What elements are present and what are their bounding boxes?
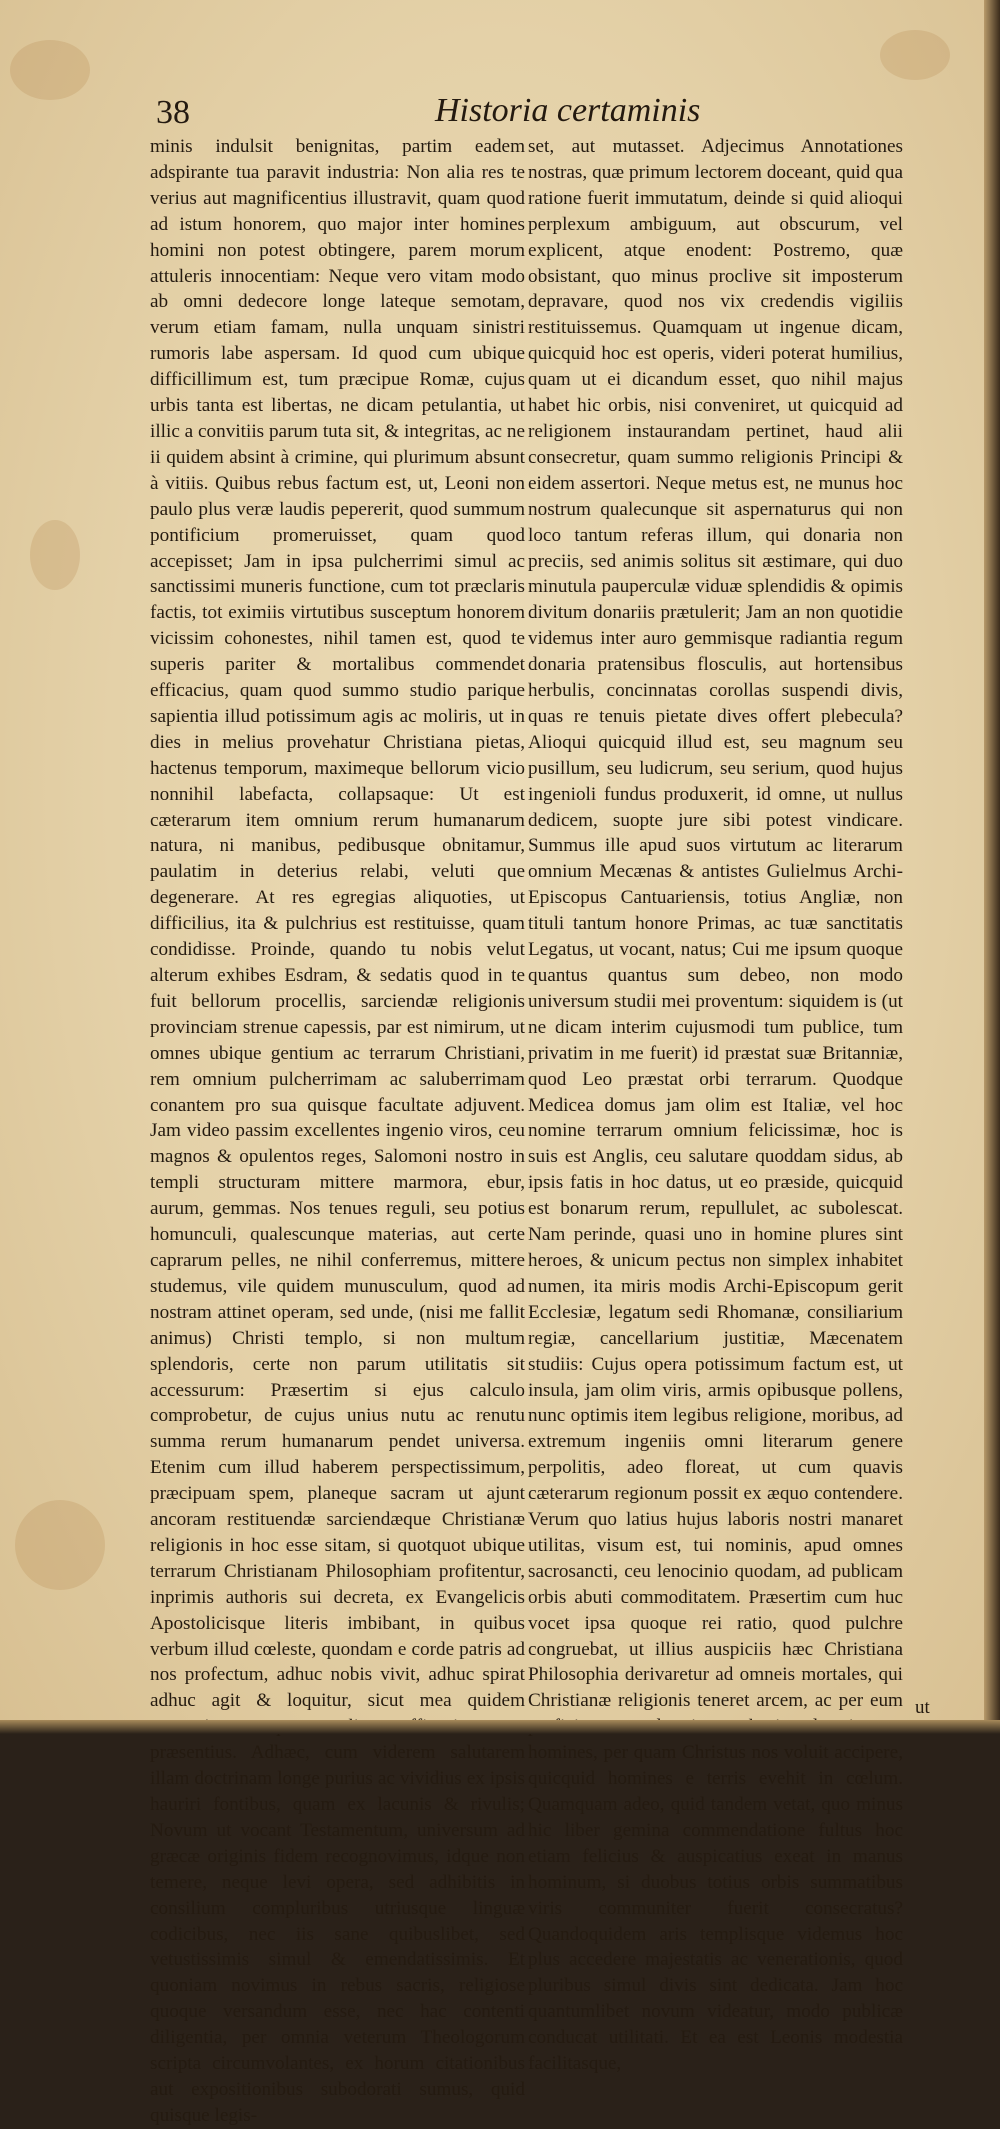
foxing-stain xyxy=(880,30,950,80)
page-number: 38 xyxy=(156,94,190,131)
page-bottom-shadow xyxy=(0,1720,1000,1734)
left-text-column xyxy=(150,134,525,2129)
foxing-stain xyxy=(30,520,80,590)
running-title: Historia certaminis xyxy=(435,92,701,129)
right-column-text: set, aut mutasset. Adjecimus Annotationes nostras, quæ primum lectorem doceant, quid qua ratione fuerit immutatum, deinde si quid alioqui perplexum ambiguum, aut obscurum, vel explicent, atque enodent: Postremo, quæ obsistant, quo minus proclive sit imposterum depravare, quod nos vix credendis vigiliis restituissemus. Quamquam ut ingenue dicam, quicquid hoc est operis, videri poterat humilius, quam ut ei dicandum esset, quo nihil majus habet hic orbis, nisi conveniret, ut quicquid ad religionem instaurandam pertinet, haud alii consecretur, quam summo religionis Principi & eidem assertori. Neque metus est, ne munus hoc nostrum qualecunque sit aspernaturus qui non loco tantum referas illum, qui donaria non preciis, sed animis solitus sit æstimare, qui duo minutula pauperculæ viduæ splendidis & opimis divitum donariis prætulerit; Jam an non quotidie videmus inter auro gemmisque radiantia regum donaria pratensibus flosculis, aut hortensibus herbulis, concinnatas corollas suspendi divis, quas re tenuis pietate dives offert plebecula? Alioqui quicquid illud est, seu magnum seu pusillum, seu ludicrum, seu serium, quod hujus ingenioli fundus produxerit, id omne, ut nullus dedicem, suopte jure sibi potest vindicare. Summus ille apud suos virtutum ac literarum omnium Mecænas & antistes Gulielmus Archi-Episcopus Cantuariensis, totius Angliæ, non tituli tantum honore Primas, ac tuæ sanctitatis Legatus, ut vocant, natus; Cui me ipsum quoque quantus quantus sum debeo, non modo universum studii mei proventum: siquidem is (ut ne dicam interim cujusmodi tum publice, tum privatim in me fuerit) id præstat suæ Britanniæ, quod Leo præstat orbi terrarum. Quodque Medicea domus jam olim est Italiæ, vel hoc nomine terrarum omnium felicissimæ, hoc is suis est Anglis, ceu salutare quoddam sidus, ab ipsis fatis in hoc datus, ut eo præside, quicquid est bonarum rerum, repullulet, ac subolescat. Nam perinde, quasi uno in homine plures sint heroes, & unicum pectus non simplex inhabitet numen, ita miris modis Archi-Episcopum gerit Ecclesiæ, legatum sedi Rhomanæ, consiliarium regiæ, cancellarium justitiæ, Mæcenatem studiis: Cujus opera potissimum factum est, ut insula, jam olim viris, armis opibusque pollens, nunc optimis item legibus religione, moribus, ad extremum ingeniis omni literarum genere perpolitis, adeo floreat, ut cum quavis cæterarum regionum possit ex æquo contendere. Verum quo latius hujus laboris nostri manaret utilitas, visum est, tui nominis, apud omnes sacrosancti, ceu lenocinio quodam, ad publicam orbis abuti commoditatem. Præsertim cum huc vocet ipsa quoque rei ratio, quod pulchre congruebat, ut illius auspiciis hæc Christiana Philosophia derivaretur ad omneis mortales, qui Christianæ religionis teneret arcem, ac per eum homines, per quam Christus nos voluit accipere, quicquid homines e terris evehit in cœlum. Quamquam adeo, quid tandem vetat, quo minus hic liber gemina commendatione fultus hoc etiam felicius & auspicatius exeat in manus hominum, si duobus totius orbis summatibus viris communiter fuerit consecratus? Quandoquidem aris templisque videmus hoc plus accedere majestatis ac venerationis, quod pluribus simul divis sint dedicata. Jam hoc quantumlibet novum videatur, modo publicæ conducat utilitati. Et ea est Leonis modestia facilitasque, xyxy=(528,136,903,2075)
left-column-text: minis indulsit benignitas, partim eadem adspirante tua paravit industria: Non alia res te verius aut magnificentius illustravit, quam quod ad istum honorem, quo major inter homines homini non potest obtingere, parem morum attuleris innocentiam: Neque vero vitam modo ab omni dedecore longe lateque semotam, verum etiam famam, nulla unquam sinistri rumoris labe aspersam. Id quod cum ubique difficillimum est, tum præcipue Romæ, cujus urbis tanta est libertas, ne dicam petulantia, ut illic a convitiis parum tuta sit, & integritas, ac ne ii quidem absint à crimine, qui plurimum absunt à vitiis. Quibus rebus factum est, ut, Leoni non paulo plus veræ laudis pepererit, quod summum pontificium promeruisset, quam quod accepisset; Jam in ipsa pulcherrimi simul ac sanctissimi muneris functione, cum tot præclaris factis, tot eximiis virtutibus susceptum honorem vicissim cohonestes, nihil tamen est, quod te superis pariter & mortalibus commendet efficacius, quam quod summo studio parique sapientia illud potissimum agis ac moliris, ut in dies in melius provehatur Christiana pietas, hactenus temporum, maximeque bellorum vicio nonnihil labefacta, collapsaque: Ut est cæterarum item omnium rerum humanarum natura, ni manibus, pedibusque obnitamur, paulatim in deterius relabi, veluti que degenerare. At res egregias aliquoties, ut difficilius, ita & pulchrius est restituisse, quam condidisse. Proinde, quando tu nobis velut alterum exhibes Esdram, & sedatis quod in te fuit bellorum procellis, sarciendæ religionis provinciam strenue capessis, par est nimirum, ut omnes ubique gentium ac terrarum Christiani, rem omnium pulcherrimam ac saluberrimam conantem pro sua quisque facultate adjuvent. Jam video passim excellentes ingenio viros, ceu magnos & opulentos reges, Salomoni nostro in templi structuram mittere marmora, ebur, aurum, gemmas. Nos tenues reguli, seu potius homunculi, qualescunque materias, aut certe caprarum pelles, ne nihil conferremus, mittere studemus, vile quidem munusculum, quod ad nostram attinet operam, sed unde, (nisi me fallit animus) Christi templo, si non multum splendoris, certe non parum utilitatis sit accessurum: Præsertim si ejus calculo comprobetur, de cujus unius nutu ac renutu summa rerum humanarum pendet universa. Etenim cum illud haberem perspectissimum, præcipuam spem, planeque sacram ut ajunt ancoram restituendæ sarciendæque Christianæ religionis in hoc esse sitam, si quotquot ubique terrarum Christianam Philosophiam profitentur, inprimis authoris sui decreta, ex Evangelicis Apostolicisque literis imbibant, in quibus verbum illud cœleste, quondam e corde patris ad nos profectum, adhuc nobis vivit, adhuc spirat adhuc agit & loquitur, sicut mea quidem præsentius. Adhæc, cum viderem salutarem illam doctrinam longe purius ac vividius ex ipsis hauriri fontibus, quam ex lacunis & rivulis; Novum ut vocant Testamentum, universum ad græcæ originis fidem recognovimus, idque non temere, neque levi opera, sed adhibitis in consilium compluribus utriusque linguæ codicibus, nec iis sane quibuslibet, sed vetustissimis simul & emendatissimis. Et quoniam novimus in rebus sacris, religiose quoque versandum esse, nec hac contenti diligentia, per omnia veterum Theologorum scripta circumvolantes, ex horum citationibus aut expositionibus subodorati sumus, quid quisque legis- xyxy=(150,136,525,2126)
foxing-stain xyxy=(10,40,90,100)
right-text-column xyxy=(528,134,903,2077)
page-edge-shadow xyxy=(984,0,1000,1734)
page-header xyxy=(150,92,910,134)
foxing-stain xyxy=(15,1500,105,1590)
catchword: ut xyxy=(915,1697,930,1718)
